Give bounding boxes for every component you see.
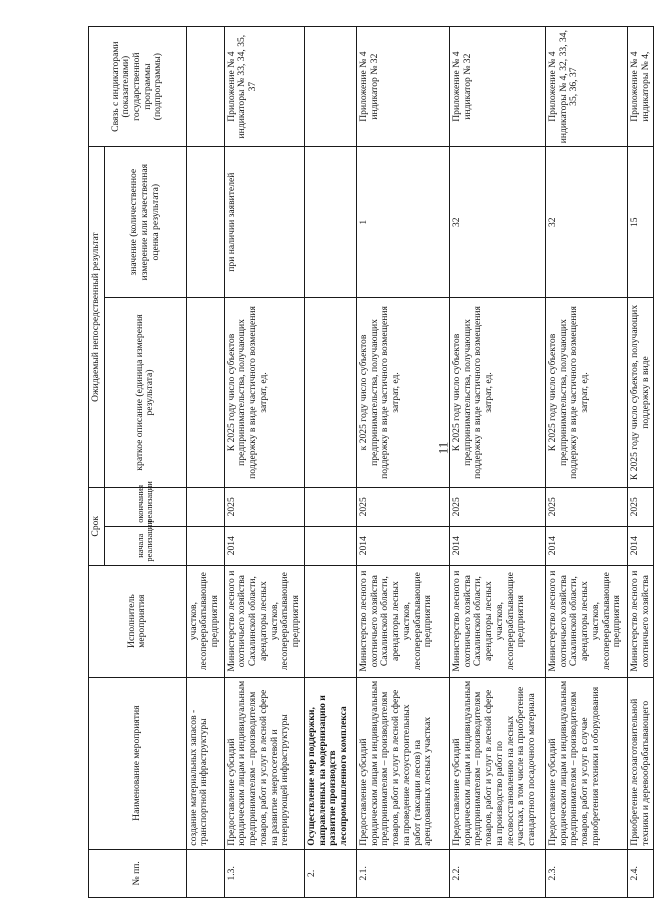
row-result-short: К 2025 году число субъектов, получающих поддержку в виде bbox=[627, 298, 653, 488]
row-result-short: К 2025 году число субъектов предпринимательства, получающих поддержку в виде частичного возмещения затрат, ед. bbox=[224, 298, 304, 488]
row-end: 2025 bbox=[449, 487, 545, 526]
row-link: Приложение № 4 индикатор № 32 bbox=[449, 27, 545, 147]
row-name: Приобретение лесозаготовительной техники и деревообрабатывающего bbox=[627, 677, 653, 849]
row-executor: Министерство лесного и охотничьего хозяйства Сахалинской области, арендаторы лесных участков, лесоперерабатывающие предприятия bbox=[449, 565, 545, 677]
row-end: 2025 bbox=[356, 487, 449, 526]
row-link: Приложение № 4 индикатор № 32 bbox=[356, 27, 449, 147]
row-start: 2014 bbox=[449, 526, 545, 565]
header-num: № пп. bbox=[89, 849, 187, 897]
row-executor: Министерство лесного и охотничьего хозяйства Сахалинской области, арендаторы лесных участков, лесоперерабатывающие предприятия bbox=[545, 565, 627, 677]
row-link bbox=[304, 27, 356, 147]
row-result-value: 32 bbox=[545, 147, 627, 298]
row-num: 2.1. bbox=[356, 849, 449, 897]
table-row bbox=[545, 27, 627, 898]
row-link bbox=[186, 27, 224, 147]
row-start: 2014 bbox=[627, 526, 653, 565]
row-end: 2025 bbox=[224, 487, 304, 526]
row-result-value: 1 bbox=[356, 147, 449, 298]
row-result-value bbox=[304, 147, 356, 298]
row-result-short bbox=[304, 298, 356, 488]
header-executor: Исполнитель мероприятия bbox=[89, 565, 187, 677]
row-start: 2014 bbox=[545, 526, 627, 565]
row-result-value: 15 bbox=[627, 147, 653, 298]
row-end: 2025 bbox=[627, 487, 653, 526]
row-name: Предоставление субсидий юридическим лицам и индивидуальным предпринимателям – производителям товаров, работ и услуг в лесной сфере на производство работ по лесовосстановлению на лесных участках, в том числе на приобретение стандартного посадочного материала bbox=[449, 677, 545, 849]
table-row bbox=[186, 27, 224, 898]
row-num: 2.4. bbox=[627, 849, 653, 897]
program-measures-table bbox=[88, 26, 654, 898]
header-result-short: краткое описание (единица измерения результата) bbox=[104, 298, 186, 488]
row-executor bbox=[304, 565, 356, 677]
header-term-end: окончания реализации bbox=[104, 487, 186, 526]
table-row bbox=[449, 27, 545, 898]
table-row bbox=[627, 27, 653, 898]
row-executor: Министерство лесного и охотничьего хозяйства bbox=[627, 565, 653, 677]
row-end bbox=[304, 487, 356, 526]
rotated-table-container bbox=[88, 26, 651, 898]
row-end bbox=[186, 487, 224, 526]
header-name: Наименование мероприятия bbox=[89, 677, 187, 849]
header-result-value: значение (количественное измерение или качественная оценка результата) bbox=[104, 147, 186, 298]
table-row bbox=[224, 27, 304, 898]
header-term: Срок bbox=[89, 487, 105, 565]
row-name: Осуществление мер поддержки, направленных на модернизацию и развитие производств лесопромышленного комплекса bbox=[304, 677, 356, 849]
row-start: 2014 bbox=[224, 526, 304, 565]
row-result-value bbox=[186, 147, 224, 298]
row-num: 2.2. bbox=[449, 849, 545, 897]
row-result-short: К 2025 году число субъектов предпринимательства, получающих поддержку в виде частичного возмещения затрат, ед. bbox=[545, 298, 627, 488]
row-name: Предоставление субсидий юридическим лицам и индивидуальным предпринимателям – производителям товаров, работ и услуг в случае приобретения техники и оборудования bbox=[545, 677, 627, 849]
header-link: Связь с индикаторами (показателями) государственной программы (подпрограммы) bbox=[89, 27, 187, 147]
header-term-start: начала реализации bbox=[104, 526, 186, 565]
header-result: Ожидаемый непосредственный результат bbox=[89, 147, 105, 488]
row-name: создание материальных запасов - транспортной инфраструктуры bbox=[186, 677, 224, 849]
row-result-value: при наличии заявителей bbox=[224, 147, 304, 298]
row-num bbox=[186, 849, 224, 897]
table-row bbox=[356, 27, 449, 898]
row-num: 1.3. bbox=[224, 849, 304, 897]
row-end: 2025 bbox=[545, 487, 627, 526]
row-name: Предоставление субсидий юридическим лицам и индивидуальным предпринимателям – производителям товаров, работ и услуг в лесной сфере на проведение лесоустроительных работ (таксации лесов) на арендованных лесных участках bbox=[356, 677, 449, 849]
row-executor: Министерство лесного и охотничьего хозяйства Сахалинской области, арендаторы лесных участков, лесоперерабатывающие предприятия bbox=[224, 565, 304, 677]
row-result-short: К 2025 году число субъектов предпринимательства, получающих поддержку в виде частичного возмещения затрат, ед. bbox=[449, 298, 545, 488]
row-result-short: к 2025 году число субъектов предпринимательства, получающих поддержку в виде частичного возмещения затрат, ед. bbox=[356, 298, 449, 488]
row-link: Приложение № 4 индикаторы № 4, bbox=[627, 27, 653, 147]
row-name: Предоставление субсидий юридическим лицам и индивидуальным предпринимателям – производителям товаров, работ и услуг в лесной сфере на развитие энергосетевой и генерирующей инфраструктуры bbox=[224, 677, 304, 849]
row-start bbox=[186, 526, 224, 565]
row-start bbox=[304, 526, 356, 565]
page-number: 11 bbox=[435, 441, 451, 455]
row-executor: Министерство лесного и охотничьего хозяйства Сахалинской области, арендаторы лесных участков, лесоперерабатывающие предприятия bbox=[356, 565, 449, 677]
row-link: Приложение № 4 индикаторы № 4, 32, 33, 34, 35, 36, 37 bbox=[545, 27, 627, 147]
row-result-short bbox=[186, 298, 224, 488]
row-num: 2. bbox=[304, 849, 356, 897]
row-num: 2.3. bbox=[545, 849, 627, 897]
row-start: 2014 bbox=[356, 526, 449, 565]
table-row bbox=[304, 27, 356, 898]
row-result-value: 32 bbox=[449, 147, 545, 298]
row-executor: участков, лесоперерабатывающие предприятия bbox=[186, 565, 224, 677]
row-link: Приложение № 4 индикаторы № 33, 34, 35, 37 bbox=[224, 27, 304, 147]
